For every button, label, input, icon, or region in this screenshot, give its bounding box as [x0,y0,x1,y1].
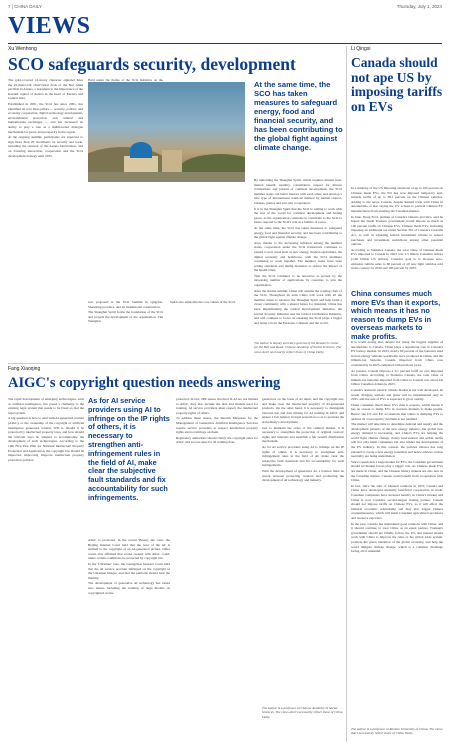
article1-author: Xu Wenhong [8,46,37,52]
paragraph: In the 'Ultraman' case, the Guangzhou Internet Court held that the AI service provider infringed on the copyright of the Ultraman images, and that the platform should bear the liability. [88,561,170,580]
article1-author-note: The author is deputy secretary-general of the Research Center for the Belt and Road, Chinese Academy of Social Sciences. The views don't necessarily reflect those of China Daily. [254,341,342,354]
article3-author: Fang Xiaoqing [8,366,41,372]
paragraph: In fact, since the start of bilateral relations in 1970, Canada and China have developed mutually beneficial cooperation in trade. Canadian companies have invested heavily in China's market and China is now Canada's second-largest trading partner. Canada should not impose tariffs on Chinese EVs, as it will affect the bilateral economic relationship and may also trigger China's countermeasures, which will harm Canadian agricultural producers and resource exporters. [351,483,443,520]
paragraph: It is worth noting that, despite not being the biggest supplier of automobiles to Canada, China plays a significant role in Canada's EV battery market. In 2023, nearly 60 percent of the batteries used in new-energy vehicles worldwide were produced in China, and the lithium-ion batteries Canada imported from China rose considerably in 2023 compared with previous years. [351,340,443,367]
article2-headline: Canada should not ape US by imposing tariffs on EVs [351,55,443,114]
paragraph: The development of generative AI technology has raised new issues, including the training of large models on copyrighted works. [88,581,170,595]
paragraph: That the SCO continues to be attractive is proven by the increasing number of applications by countries to join the organization. [254,273,342,288]
photo-building [124,156,158,172]
article3-headline: AIGC's copyright question needs answering [8,375,281,391]
article3-col1 [8,397,84,741]
paragraph: It is in the Shanghai Spirit that the SCO is willing to work with the rest of the world for common development and lasting peace, as the organization continues to contribute to the SCO to better respond to the SCO's role as a builder of peace. [254,206,342,225]
paragraph: To address these issues, the Interim Measures for the Management of Generative Artificial Intelligence Services require service providers to respect intellectual property rights and not infringe on them. [176,416,258,435]
paragraph: As present, Canada imposes a 6.1 percent tariff on cars imported from China. According to Statistics Canada, the total value of lithium-ion batteries imported from China to Canada was about 4.6 billion Canadian dollars in 2023. [351,368,443,387]
masthead-left: 7 | CHINA DAILY [8,4,42,9]
article1-headline: SCO safeguards security, development [8,54,296,74]
paragraph: At the same time, the SCO has taken measures to safeguard energy, food and financial security, and has been contributing to the global fight against climate change. [254,225,342,240]
paragraph: AIGC is protected. In the recent 'Beauty the case', the Beijing Internet Court held that the 'user of the AI' is entitled to the copyright of an AI-generated picture. Other courts also affirmed that works created with AIGC could, under certain conditions, be protected by copyright law. [88,538,170,561]
article2-pullquote: China consumes much more EVs than it exports, which means it has no reason to dump EVs in overseas markets to make profits. [351,289,441,341]
article3-pullquote: As for AI service providers using AI to infringe on the IP rights of others, it is necessary to strengthen anti-infringement rules in the field of AI, make clear the subjective fault standards and fix accountability for such infringements. [88,396,170,502]
paragraph: Held under the theme of the SCO Initiative on the [88,78,163,82]
paragraph: Just to maintain the order of the cultural market, it is necessary to strengthen the protection of original creators' rights and interests and establish a fair benefit distribution mechanism. [262,425,344,444]
paragraph: protected. In fact, IPR issues involved in AI are not limited to AIGC, they also include the data and models used for training. AI service providers must respect the intellectual property rights of others. [176,397,258,415]
page-number: 7 [8,4,11,9]
article-divider [8,363,344,364]
article3-col3 [176,397,258,741]
column-divider [346,46,347,742]
paragraph: With the development of generative AI, a balance must be struck between protecting creators and promoting the development of AI technology and industry. [262,468,344,483]
paragraph: Established in 2001, the SCO has since 2001, has identified its core three pillars — security, politics, and economy cooperation, digital technology development, environmental protection, and cultural and humanitarian exchanges — and has increased its ability to play a role as a multifaceted dialogue mechanism for peace and prosperity in the region. [8,101,83,134]
paragraph: As for AI service providers using AI to infringe on the IP rights of others, it is necessary to strengthen anti-infringement rules in the field of AI, make clear the subjective fault standards and fix accountability for such infringements. [262,444,344,468]
article1-col3 [88,300,163,342]
paragraph: In the past, Canada has maintained good relations with China, and it should continue to treat China as an equal partner. Trudeau's government should not blindly follow the US, and instead should work with China to improve the rules of the global trade system, promote the green transition of the global economy, and help the world mitigate climate change, which is a common challenge facing all of mankind. [351,521,443,554]
paragraph: At the ongoing summit, participants are expected to sign more than 20 documents on security and trade, including the renewal of the Astana Declaration, and on fostering innovation, cooperation and the SCO development strategy until 2035. [8,135,83,158]
paragraph: A big question is how to deal with AI-generated content (AIGC), or the ownership of the copyright of artificial intelligence generated content. Will it, should it be protected by intellectual property laws, and how should the relevant laws be adapted to accommodate the development of such technologies. According to the 14th Five-Year Plan for National Intellectual Property Protection and Application, the copyright law should be improved, improving 'improve intellectual property protection policies'. [8,416,84,462]
paragraph: China consumes much more EVs than it exports, which means it has no reason to dump EVs in overseas markets to make profits. Hence, the US and EU accusations that China is dumping EVs to address its 'overcapacity' problem is not justified. [351,402,443,421]
photo-road [88,172,245,182]
article1-photo [88,82,245,182]
paragraph: In June, Doug Ford, premier of Canada's Ontario province, said he hoped the Justin Trudeau government would impose as much as 100 percent tariffs on Chinese EVs. Chinese made EVs, including imposing an additional tax under Section 301 of Canada's Customs Act, as well as adjusting federal investment rebates to reduce purchases and investment restrictions among other potential options. [351,214,443,247]
article1-col1 [8,78,83,340]
paragraph: Since Canada has a huge market for EVs, the Canadian government should let market forces play a bigger role. As Chinese made EVs are made in China, and the Chinese battery makers are also new in the Canadian market, Canada could benefit from cooperation with China. [351,459,443,483]
paragraph: The gold-covered 12-storey character alphabet lines the 25-metre-tall observation deck of the Nur Alem pavilion in Astana, a testament to the importance of the Kazakh capital of Astana in the heart of Eurasia and Central Asia. [8,78,83,101]
paragraph: was proposed at the SCO Summit in Qingdao, Shandong province, and its institutional construction. [88,300,163,309]
paragraph: By upholding the Shanghai Spirit, which requires mutual trust, mutual benefit, equality, consultation, respect for diverse civilizations and pursuit of common development, the SCO member states can better interact with each other, and develop a new type of international relations marked by mutual respect, fairness, justice and win-win cooperation. [254,178,342,205]
paragraph: The rapid development of emerging technologies, such as artificial intelligence, has posed a challenge to the existing legal system that needs to be fixed so that the legal system. [8,397,84,415]
paragraph: In a ministry of the US imposing sanctions of up to 100 percent on Chinese made EVs, the EU has now imposed temporary anti-subsidy tariffs of up to 38.1 percent on the Chinese vehicles. Adding to the news, Canada, despite limited trade with China in automobiles, is also saying the US' actions to prevent Chinese EV manufacturers from entering the Canadian market. [351,186,443,213]
paragraph: Canada's domestic electric vehicle market is not well developed. Its recent charging stations and plans will be implemented only in 2035, and the sale of EVs is expected to grow rapidly. [351,387,443,402]
photo-dome [130,142,152,158]
paragraph: Regulatory authorities should clarify the copyright rules for AIGC and set out rules for AI training data. [176,435,258,445]
masthead-date: Thursday, July 1, 2024 [396,4,442,9]
article2-author-note: The author is a professor at Renmin University of China. The views don't necessarily reflect those of China Daily. [351,727,443,736]
article1-col3b [170,300,245,342]
article2-author: Li Qingsi [351,46,371,52]
article1-pullquote: At the same time, the SCO has taken measures to safeguard energy, food and financial security, and has been contributing to the global fight against climate change. [254,80,343,152]
paragraph: According to Statistics Canada, the total value of Chinese made EVs imported to Canada in 2023 was 2.3 billion Canadian dollars (1.66 billion US dollars). Canada's goal is to increase zero-emission vehicle sales to 60 percent of all new light vehicles sold in the country by 2030 and 100 percent by 2035. [351,247,443,271]
paper-name: CHINA DAILY [14,4,42,9]
paragraph: After the Astana summit, China will assume the rotating chair of the SCO. Throughout its term China will work with all the member states to advance the Shanghai Spirit and help build a closer community with a shared future for mankind. China has been implementing the Global Development Initiative, the Global Security Initiative and the Global Civilization Initiative, and will continue to focus on ensuring the SCO plays a bigger and better role in the Eurasian continent and the world. [254,288,342,325]
section-rule [8,43,442,44]
article3-col2 [88,538,170,741]
paragraph: The market will take time to determine demand and supply and the development patterns of the new energy industry, but global new energy demand is increasing, and China's EVs are helping the world fight climate change. Policy intervention and unfair tariffs will not only harm consumers but also hinder the development of the EV industry. In this context, the policies Ottawa has long pursued to create a new energy transition and hence achieve carbon neutrality are being undermined. [351,422,443,459]
article1-col4 [254,178,342,338]
paragraph: generators on the basis of AI input, and the copyright law, and make clear the intellectual property of AI-generated products. On the other hand, it is necessary to distinguish between use and data mining for AI training in AIGC and ensure a fair balance in legal protection so as to promote the AI industry's development. [262,397,344,424]
paragraph: Spirit also embodies the core values of the SCO. [170,300,236,304]
paragraph: Also, thanks to the increasing inflation among the member states, cooperation under the SCO framework continues to extend to new areas such as new energy, modern agriculture, the digital economy and healthcare, with the SCO members continuing to work together. The member states have been setting standards and taking measures to reduce the impact of the health crisis. [254,240,342,273]
section-title: VIEWS [8,13,91,39]
article3-author-note: The author is a professor at Chinese Academy of Social Sciences. The views don't necessarily reflect those of China Daily. [262,706,343,719]
article2-col2 [351,340,443,725]
paragraph: The Shanghai Spirit forms the foundation of the SCO and propels the development of the organization. The Shanghai [88,310,163,324]
photo-building [162,150,182,172]
article2-col1 [351,186,443,286]
article3-col4 [262,397,344,702]
